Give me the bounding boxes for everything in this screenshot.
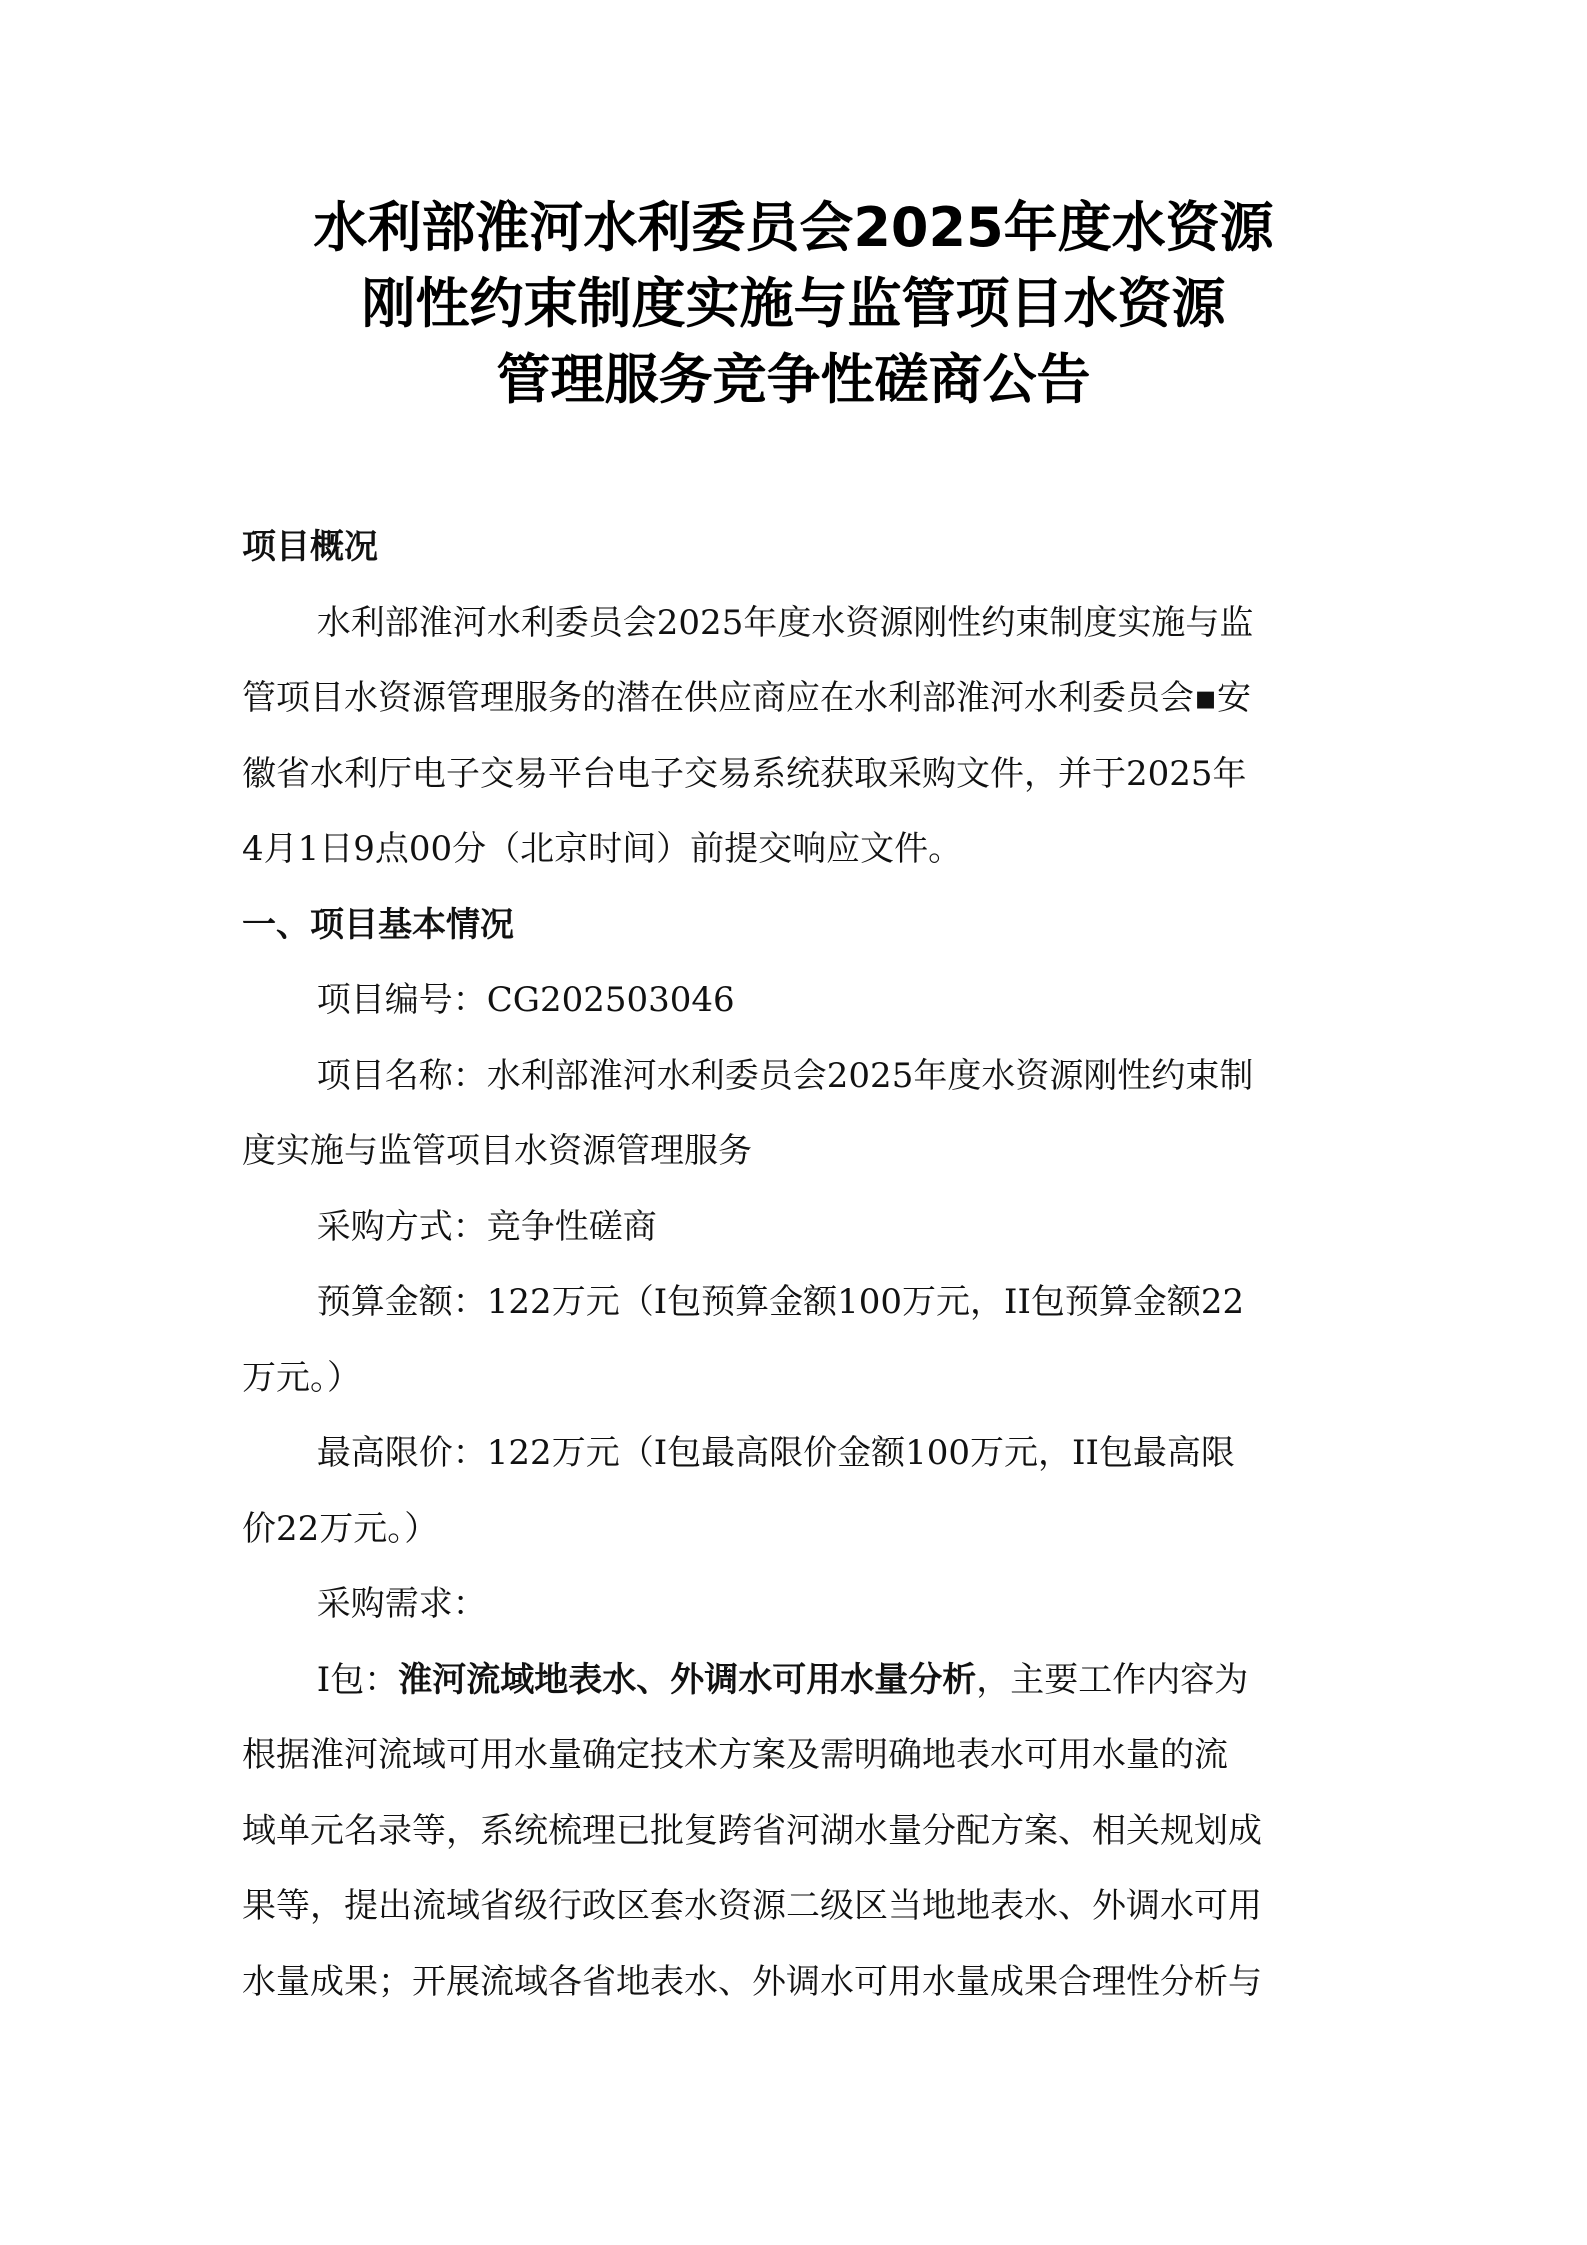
package-1-line-3: 域单元名录等，系统梳理已批复跨省河湖水量分配方案、相关规划成 (242, 1810, 1262, 1851)
overview-heading: 项目概况 (242, 527, 378, 567)
package-1-title: 淮河流域地表水、外调水可用水量分析 (398, 1659, 977, 1700)
overview-line-3: 徽省水利厅电子交易平台电子交易系统获取采购文件，并于2025年 (242, 753, 1247, 794)
package-1-first-rest: ，主要工作内容为 (976, 1659, 1249, 1700)
overview-line-1: 水利部淮河水利委员会2025年度水资源刚性约束制度实施与监 (316, 602, 1254, 643)
project-number: 项目编号：CG202503046 (316, 980, 735, 1020)
project-name-line-2: 度实施与监管项目水资源管理服务 (242, 1131, 752, 1171)
package-1-line-5: 水量成果；开展流域各省地表水、外调水可用水量成果合理性分析与 (242, 1961, 1262, 2002)
procurement-method: 采购方式：竞争性磋商 (316, 1206, 657, 1247)
requirements-label: 采购需求： (316, 1584, 487, 1624)
budget-line-1: 预算金额：122万元（I包预算金额100万元，II包预算金额22 (316, 1282, 1245, 1322)
overview-line-4: 4月1日9点00分（北京时间）前提交响应文件。 (242, 829, 963, 869)
budget-line-2: 万元。） (242, 1357, 361, 1398)
project-name-line-1: 项目名称：水利部淮河水利委员会2025年度水资源刚性约束制 (316, 1055, 1254, 1096)
overview-line-2: 管项目水资源管理服务的潜在供应商应在水利部淮河水利委员会▪安 (242, 678, 1252, 718)
max-price-line-2: 价22万元。） (242, 1508, 439, 1549)
title-line-3: 管理服务竞争性磋商公告 (496, 348, 1091, 411)
title-line-1: 水利部淮河水利委员会2025年度水资源 (313, 196, 1274, 259)
max-price-line-1: 最高限价：122万元（I包最高限价金额100万元，II包最高限 (316, 1433, 1235, 1473)
document-body (242, 510, 1346, 2020)
package-1-line-4: 果等，提出流域省级行政区套水资源二级区当地地表水、外调水可用 (242, 1886, 1262, 1926)
document-title (180, 190, 1407, 418)
package-1-prefix: I包： (316, 1659, 399, 1700)
title-line-2: 刚性约束制度实施与监管项目水资源 (361, 272, 1226, 335)
package-1-line-1 (242, 1643, 1346, 1719)
package-1-line-2: 根据淮河流域可用水量确定技术方案及需明确地表水可用水量的流 (242, 1735, 1228, 1775)
section-1-heading: 一、项目基本情况 (242, 904, 514, 945)
